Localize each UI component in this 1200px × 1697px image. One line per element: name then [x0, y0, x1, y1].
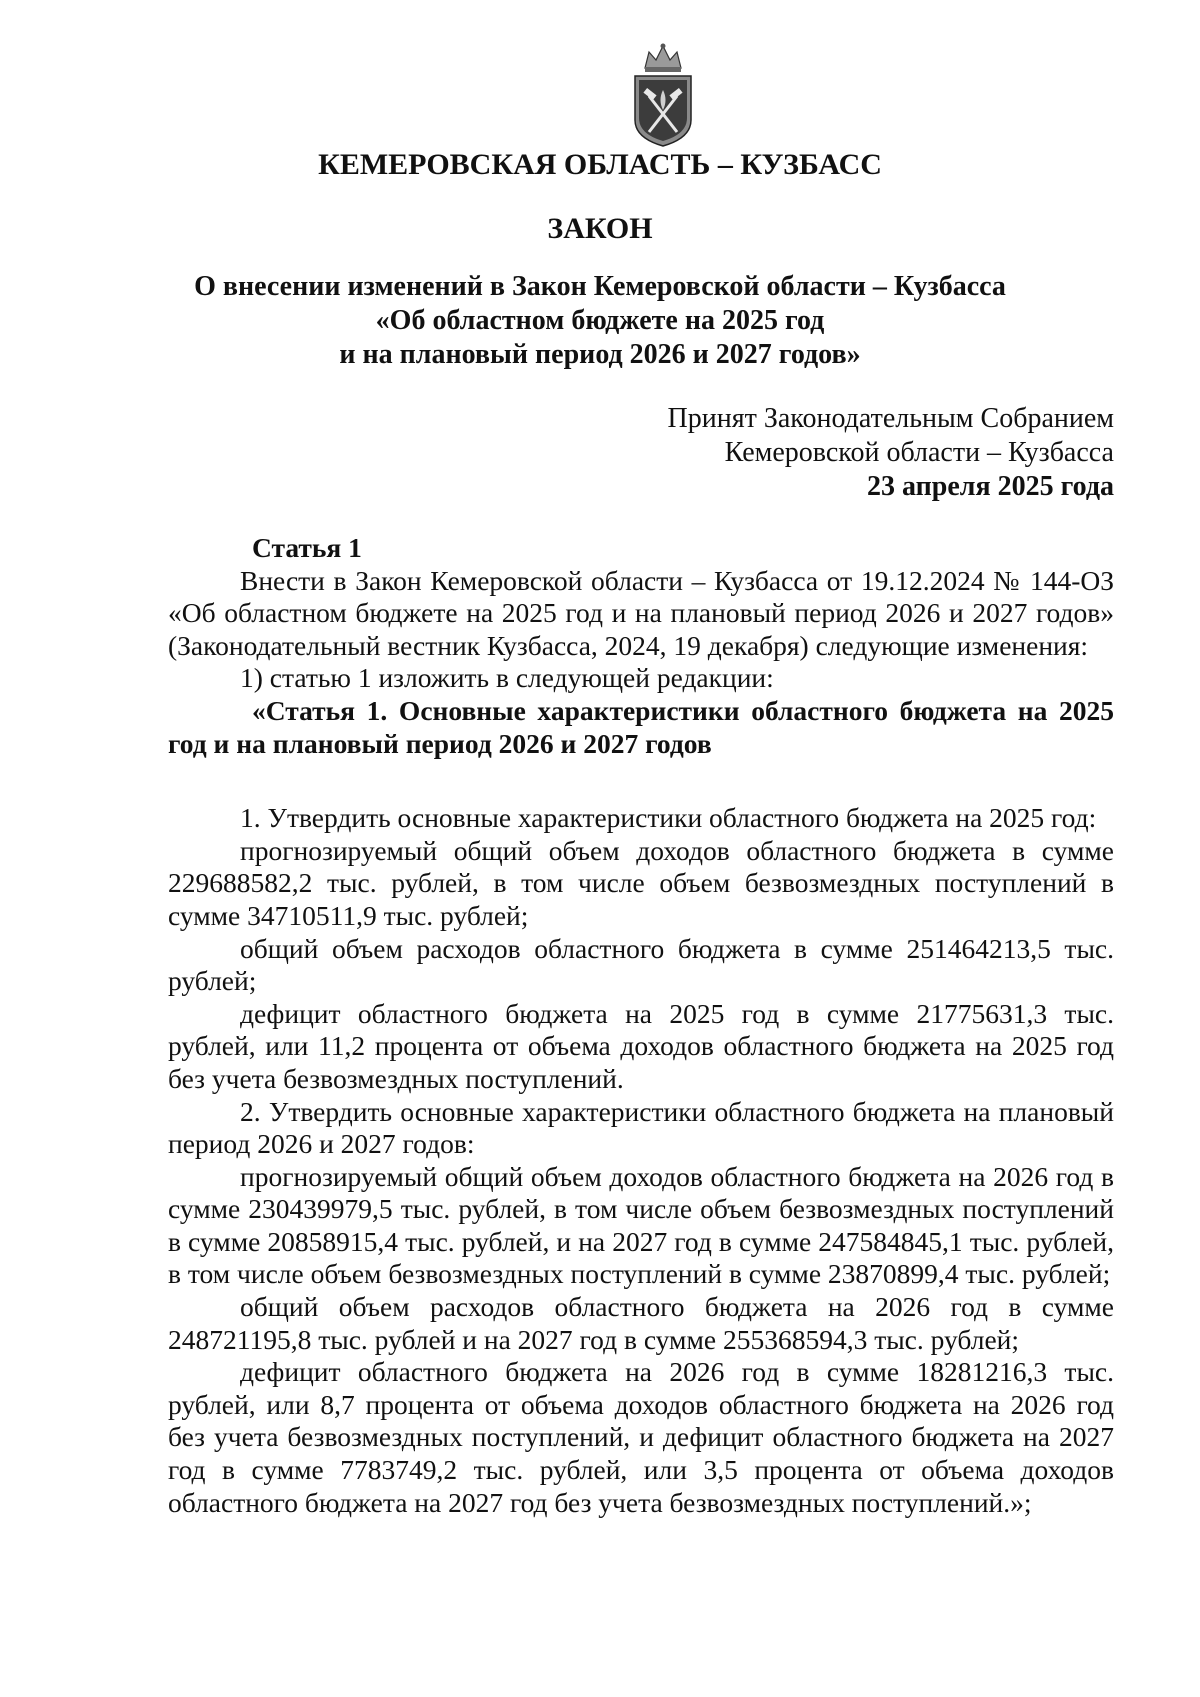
paragraph: дефицит областного бюджета на 2026 год в сумме 18281216,3 тыс. рублей, или 8,7 процента от объема доходов областного бюджета на 2026 год без учета безвозмездных поступлений, и дефицит областного бюджета на 2027 год в сумме 7783749,2 тыс. рублей, или 3,5 процента от объема доходов областного бюджета на 2027 год без учета безвозмездных поступлений.»;	[168, 1356, 1114, 1518]
law-title-line-1: О внесении изменений в Закон Кемеровской области – Кузбасса	[194, 271, 1006, 302]
adoption-date: 23 апреля 2025 года	[867, 471, 1114, 502]
adoption-block	[668, 402, 1114, 504]
law-title	[0, 270, 1200, 372]
paragraph: общий объем расходов областного бюджета на 2026 год в сумме 248721195,8 тыс. рублей и на 2027 год в сумме 255368594,3 тыс. рублей;	[168, 1291, 1114, 1355]
coat-of-arms-icon	[625, 38, 701, 150]
document-type: ЗАКОН	[547, 212, 653, 245]
paragraph: общий объем расходов областного бюджета в сумме 251464213,5 тыс. рублей;	[168, 932, 1114, 997]
adoption-line-2: Кемеровской области – Кузбасса	[724, 437, 1114, 468]
law-title-line-3: и на плановый период 2026 и 2027 годов»	[339, 339, 861, 370]
law-title-line-2: «Об областном бюджете на 2025 год	[375, 305, 825, 336]
article-heading: Статья 1	[252, 532, 362, 563]
paragraph: прогнозируемый общий объем доходов областного бюджета в сумме 229688582,2 тыс. рублей, в том числе объем безвозмездных поступлений в сумме 34710511,9 тыс. рублей;	[168, 834, 1114, 931]
paragraph: дефицит областного бюджета на 2025 год в сумме 21775631,3 тыс. рублей, или 11,2 процента от объема доходов областного бюджета на 2025 год без учета безвозмездных поступлений.	[168, 997, 1114, 1094]
paragraph: 2. Утвердить основные характеристики областного бюджета на плановый период 2026 и 2027 годов:	[168, 1095, 1114, 1160]
new-article-title: «Статья 1. Основные характеристики областного бюджета на 2025 год и на плановый период 2026 и 2027 годов	[168, 694, 1114, 759]
region-name: КЕМЕРОВСКАЯ ОБЛАСТЬ – КУЗБАСС	[318, 148, 882, 181]
article-intro: Внести в Закон Кемеровской области – Кузбасса от 19.12.2024 № 144-ОЗ «Об областном бюджете на 2025 год и на плановый период 2026 и 2027 годов» (Законодательный вестник Кузбасса, 2024, 19 декабря) следующие изменения:	[168, 564, 1114, 661]
spacer	[168, 760, 1114, 802]
adoption-line-1: Принят Законодательным Собранием	[667, 403, 1114, 434]
article-item-1: 1) статью 1 изложить в следующей редакции:	[240, 662, 774, 694]
paragraph: прогнозируемый общий объем доходов областного бюджета на 2026 год в сумме 230439979,5 тыс. рублей, в том числе объем безвозмездных поступлений в сумме 20858915,4 тыс. рублей, и на 2027 год в сумме 247584845,1 тыс. рублей, в том числе объем безвозмездных поступлений в сумме 23870899,4 тыс. рублей;	[168, 1160, 1114, 1290]
document-body	[168, 532, 1114, 1519]
paragraph: 1. Утвердить основные характеристики областного бюджета на 2025 год:	[240, 802, 1097, 834]
